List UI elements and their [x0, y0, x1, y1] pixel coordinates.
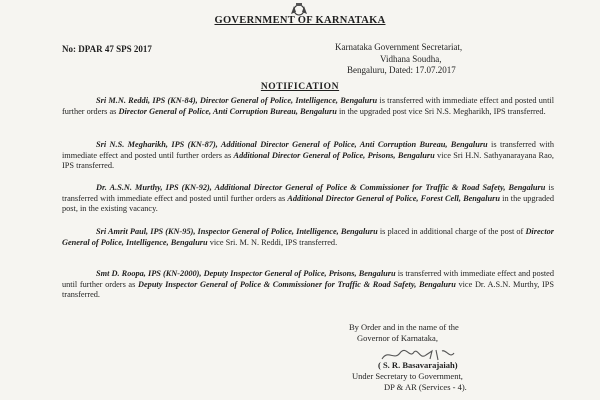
address-block: Karnataka Government Secretariat, Vidhana Soudha, Bengaluru, Dated: 17.07.2017: [335, 42, 463, 75]
government-title: GOVERNMENT OF KARNATAKA: [214, 15, 386, 26]
notification-heading: NOTIFICATION: [260, 82, 340, 92]
signatory-designation: Under Secretary to Government, DP & AR (Services - 4).: [352, 371, 467, 392]
reference-number: No: DPAR 47 SPS 2017: [62, 44, 152, 54]
closing-order: By Order and in the name of the Governor of Karnataka,: [349, 322, 459, 343]
signatory-name: ( S. R. Basavarajaiah): [378, 360, 458, 370]
transfer-paragraph: Sri Amrit Paul, IPS (KN-95), Inspector General of Police, Intelligence, Bengaluru is placed in additional charge of the post of Director General of Police, Intelligence, Bengaluru vice Sri. M. N. Reddi, IPS transferred.: [62, 227, 555, 247]
transfer-paragraph: Dr. A.S.N. Murthy, IPS (KN-92), Additional Director General of Police & Commissioner for Traffic & Road Safety, Bengaluru is transferred with immediate effect and posted until further orders as Additional Director General of Police, Forest Cell, Bengaluru in the upgraded post, in the existing vacancy.: [62, 183, 554, 214]
transfer-paragraph: Sri M.N. Reddi, IPS (KN-84), Director General of Police, Intelligence, Bengaluru is transferred with immediate effect and posted until further orders as Director General of Police, Anti Corruption Bureau, Bengaluru in the upgraded post vice Sri N.S. Megharikh, IPS transferred.: [62, 96, 554, 116]
karnataka-emblem-icon: [288, 2, 310, 16]
transfer-paragraph: Sri N.S. Megharikh, IPS (KN-87), Additional Director General of Police, Anti Corruption Bureau, Bengaluru is transferred with immediate effect and posted until further orders as Additional Director General of Police, Prisons, Bengaluru vice Sri H.N. Sathyanarayana Rao, IPS transferred.: [62, 140, 555, 171]
transfer-paragraph: Smt D. Roopa, IPS (KN-2000), Deputy Inspector General of Police, Prisons, Bengaluru is transferred with immediate effect and posted until further orders as Deputy Inspector General of Police & Commissioner for Traffic & Road Safety, Bengaluru vice Dr. A.S.N. Murthy, IPS transferred.: [62, 269, 555, 300]
